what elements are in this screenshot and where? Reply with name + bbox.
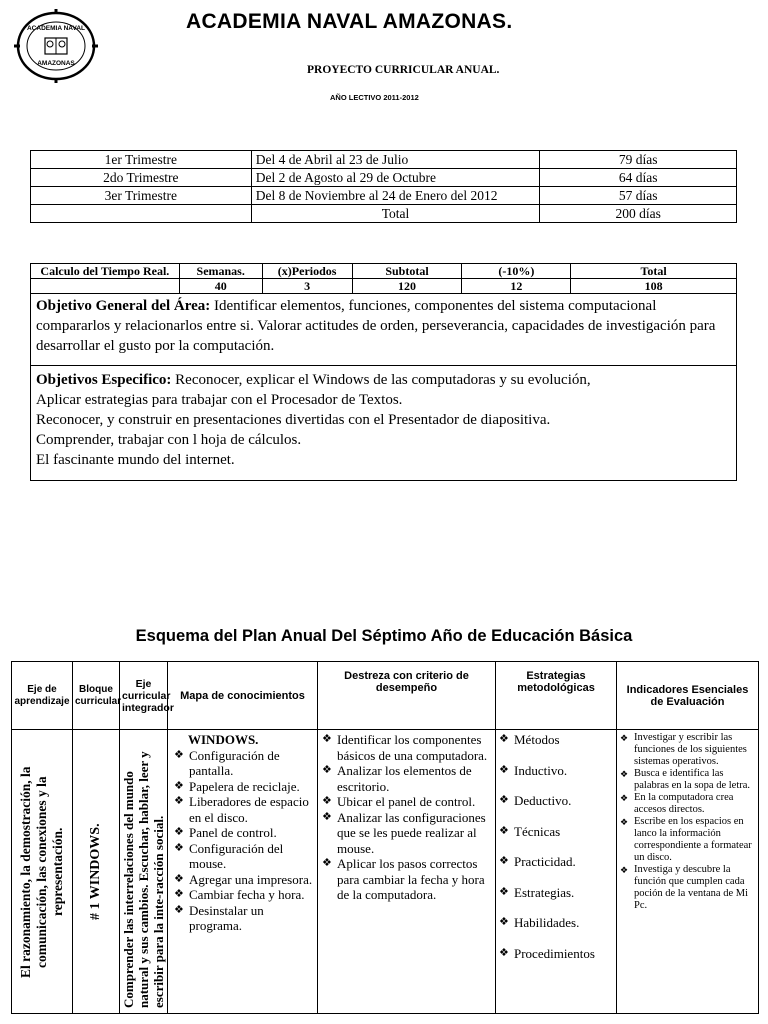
table-row: 3er Trimestre Del 8 de Noviembre al 24 de Enero del 2012 57 días [31, 187, 737, 205]
diamond-bullet-icon: ❖ [499, 946, 509, 959]
total-row: Total 200 días [31, 205, 737, 223]
list-item: ❖ Escribe en los espacios en lanco la información correspondiente a formatear un disco. [620, 816, 752, 863]
objetivos-especificos-row: Objetivos Especifico: Reconocer, explicar el Windows de las computadoras y su evolución, Aplicar estrategias para trabajar con el Procesador de Textos. Reconocer, y construir en presentaciones divertidas con el Presentador de diapositiva. Comprender, trabajar con l hoja de cálculos. El fascinante mundo del internet. [31, 366, 737, 481]
list-item: ❖ Papelera de reciclaje. [174, 778, 300, 794]
list-item: ❖ Ubicar el panel de control. [322, 794, 476, 809]
list-item: ❖ Analizar las configuraciones que se les puede realizar al mouse. [322, 809, 486, 856]
diamond-bullet-icon: ❖ [499, 763, 509, 776]
list-item: ❖ Investiga y descubre la función que cumplen cada poción de la ventana de Mi Pc. [620, 864, 749, 911]
list-item: ❖ Analizar los elementos de escritorio. [322, 763, 472, 794]
list-item: ❖ Practicidad. [499, 854, 576, 869]
list-item: ❖ Desinstalar un programa. [174, 902, 264, 933]
diamond-bullet-icon: ❖ [174, 888, 184, 900]
table-row: 2do Trimestre Del 2 de Agosto al 29 de Octubre 64 días [31, 169, 737, 187]
diamond-bullet-icon: ❖ [499, 794, 509, 806]
calc-header-row: Calculo del Tiempo Real. Semanas. (x)Periodos Subtotal (-10%) Total [31, 264, 737, 279]
diamond-bullet-icon: ❖ [499, 733, 509, 745]
diamond-bullet-icon: ❖ [322, 810, 332, 823]
diamond-bullet-icon: ❖ [174, 841, 184, 854]
list-item: ❖ Configuración de pantalla. [174, 747, 280, 778]
eje-integrador-text: Comprender las interrelaciones del mundo natural y sus cambios. Escuchar, hablar, leer y escribir para la inte-racción social. [121, 750, 166, 1008]
mapa-title: WINDOWS. [188, 732, 259, 747]
list-item: ❖ Identificar los componentes básicos de una computadora. [322, 732, 488, 763]
list-item: ❖ Liberadores de espacio en el disco. [174, 794, 309, 825]
plan-content-row [12, 730, 759, 1014]
list-item: ❖ Estrategias. [499, 884, 575, 900]
diamond-bullet-icon: ❖ [620, 865, 629, 875]
list-item: ❖ En la computadora crea accesos directos. [620, 792, 734, 815]
calc-values-row: 40 3 120 12 108 [31, 279, 737, 294]
plan-anual-table [11, 661, 759, 1014]
diamond-bullet-icon: ❖ [174, 795, 184, 807]
list-item: ❖ Configuración del mouse. [174, 840, 284, 871]
list-item: ❖ Aplicar los pasos correctos para cambiar la fecha y hora de la computadora. [322, 856, 485, 902]
list-item: ❖ Cambiar fecha y hora. [174, 887, 305, 902]
eje-aprendizaje-text: El razonamiento, la demostración, la comunicación, las conexiones y la representación. [18, 765, 65, 978]
estrategias-list [499, 732, 613, 961]
mapa-list [174, 748, 314, 934]
objetivo-general-text: Identificar elementos, funciones, componentes del sistema computacional compararlos y relacionarlos entre si. Valorar actitudes de orden, perseverancia, capacidades de investigación para desarrollar el gusto por la computación. [36, 298, 716, 354]
diamond-bullet-icon: ❖ [174, 748, 184, 761]
plan-header-row: Eje de aprendizaje Bloque curricular Eje curricular integrador Mapa de conocimientos Destreza con criterio de desempeño Estrategias metodológicas Indicadores Esenciales de Evaluación [12, 662, 759, 730]
list-item: ❖ Procedimientos [499, 945, 595, 961]
list-item: ❖ Técnicas [499, 823, 561, 839]
indicadores-list [620, 732, 755, 912]
diamond-bullet-icon: ❖ [322, 764, 332, 776]
school-seal-logo [12, 8, 100, 84]
diamond-bullet-icon: ❖ [499, 855, 509, 867]
bloque-curricular-text: # 1 WINDOWS. [88, 823, 104, 920]
school-title: ACADEMIA NAVAL AMAZONAS. [186, 10, 513, 33]
diamond-bullet-icon: ❖ [322, 857, 332, 869]
list-item: ❖ Agregar una impresora. [174, 871, 313, 887]
list-item: ❖ Inductivo. [499, 762, 568, 778]
diamond-bullet-icon: ❖ [499, 824, 509, 837]
list-item: ❖ Investigar y escribir las funciones de los siguientes sistemas operativos. [620, 732, 747, 767]
diamond-bullet-icon: ❖ [499, 916, 509, 928]
trimester-table [30, 150, 737, 223]
diamond-bullet-icon: ❖ [322, 733, 332, 745]
diamond-bullet-icon: ❖ [174, 826, 184, 838]
diamond-bullet-icon: ❖ [499, 885, 509, 898]
list-item: ❖ Panel de control. [174, 825, 277, 840]
diamond-bullet-icon: ❖ [620, 769, 629, 779]
project-subtitle: PROYECTO CURRICULAR ANUAL. [307, 64, 500, 76]
table-row: 1er Trimestre Del 4 de Abril al 23 de Julio 79 días [31, 151, 737, 169]
diamond-bullet-icon: ❖ [620, 817, 629, 827]
school-year: AÑO LECTIVO 2011-2012 [330, 93, 419, 102]
list-item: ❖ Habilidades. [499, 915, 580, 930]
svg-text:AMAZONAS: AMAZONAS [37, 60, 75, 67]
svg-text:ACADEMIA NAVAL: ACADEMIA NAVAL [26, 25, 86, 32]
diamond-bullet-icon: ❖ [620, 733, 629, 743]
diamond-bullet-icon: ❖ [174, 903, 184, 916]
diamond-bullet-icon: ❖ [174, 872, 184, 885]
diamond-bullet-icon: ❖ [322, 795, 332, 807]
time-calculation-table [30, 263, 737, 481]
esquema-title: Esquema del Plan Anual Del Séptimo Año de Educación Básica [135, 627, 633, 645]
list-item: ❖ Deductivo. [499, 793, 572, 808]
diamond-bullet-icon: ❖ [620, 793, 629, 803]
list-item: ❖ Busca e identifica las palabras en la sopa de letra. [620, 768, 751, 791]
objetivo-general-row [31, 294, 737, 366]
diamond-bullet-icon: ❖ [174, 779, 184, 792]
objetivos-especificos-label: Objetivos Especifico: [36, 372, 172, 388]
destreza-list [322, 732, 492, 903]
list-item: ❖ Métodos [499, 732, 560, 747]
objetivo-general-label: Objetivo General del Área: [36, 298, 211, 314]
